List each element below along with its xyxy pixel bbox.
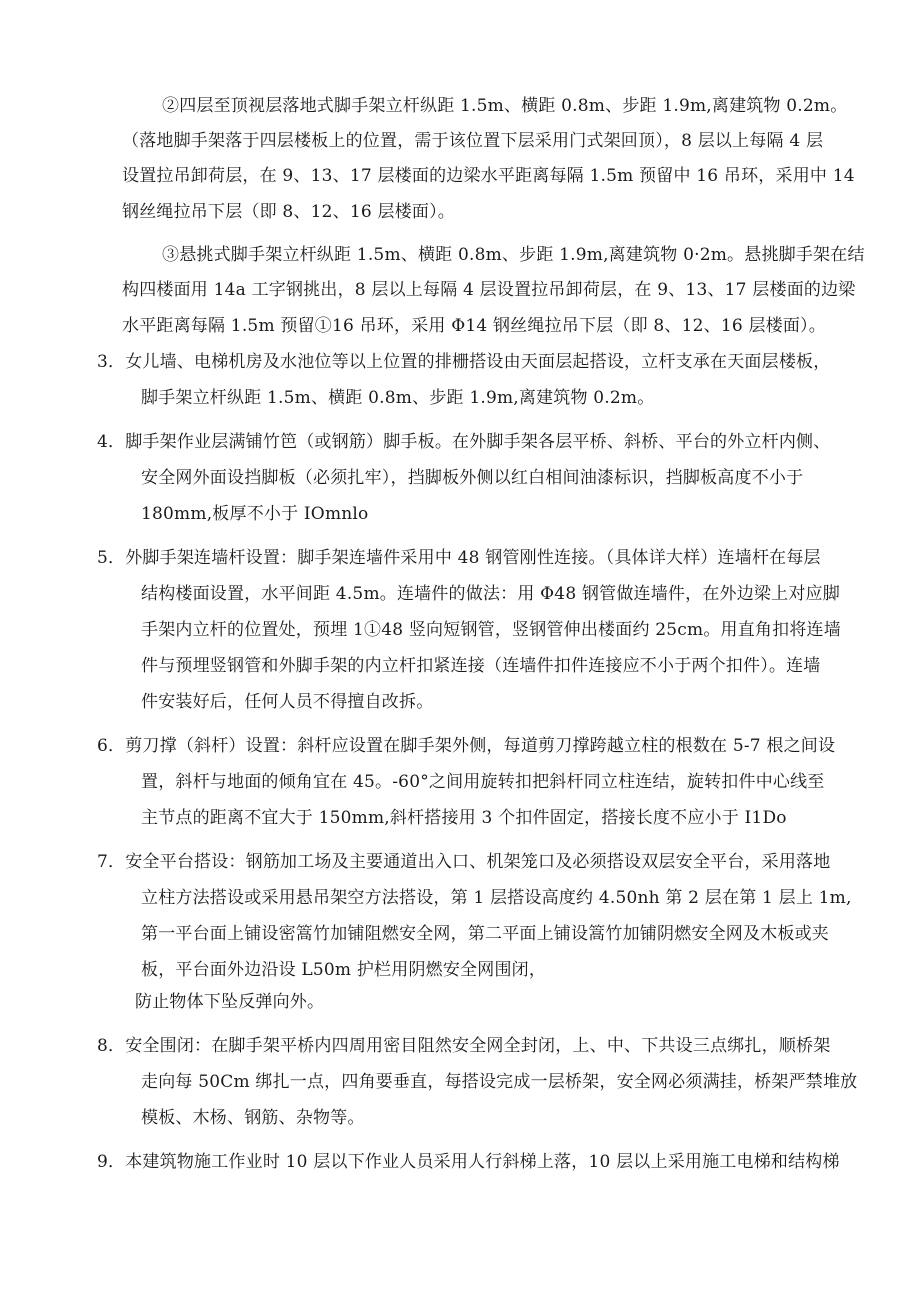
item-5-line-3: 手架内立杆的位置处，预埋 1①48 竖向短钢管，竖钢管伸出楼面约 25cm。用直角扣将连墙 <box>141 620 841 640</box>
item-4-line-3: 180mm,板厚不小于 IOmnlo <box>141 504 369 524</box>
item-9-line-1: 9．本建筑物施工作业时 10 层以下作业人员采用人行斜梯上落，10 层以上采用施工电梯和结构梯 <box>97 1152 840 1172</box>
item-7-line-2: 立柱方法搭设或采用悬吊架空方法搭设，第 1 层搭设高度约 4.50nh 第 2 层在第 1 层上 1m, <box>141 888 852 908</box>
item-3-line-2: 脚手架立杆纵距 1.5m、横距 0.8m、步距 1.9m,离建筑物 0.2m。 <box>141 388 655 408</box>
para-line-6: 构四楼面用 14a 工字钢挑出，8 层以上每隔 4 层设置拉吊卸荷层，在 9、13、17 层楼面的边梁 <box>122 280 856 300</box>
para-line-5: ③悬挑式脚手架立杆纵距 1.5m、横距 0.8m、步距 1.9m,离建筑物 0·2m。悬挑脚手架在结 <box>162 245 865 265</box>
item-8-line-2: 走向每 50Cm 绑扎一点，四角要垂直，每搭设完成一层桥架，安全网必须满挂，桥架严禁堆放 <box>141 1072 858 1092</box>
item-4-line-1: 4．脚手架作业层满铺竹笆（或钢筋）脚手板。在外脚手架各层平桥、斜桥、平台的外立杆内侧、 <box>97 432 831 452</box>
item-3-line-1: 3．女儿墙、电梯机房及水池位等以上位置的排栅搭设由天面层起搭设，立杆支承在天面层楼板， <box>97 352 831 372</box>
item-5-line-1: 5．外脚手架连墙杆设置：脚手架连墙件采用中 48 钢管刚性连接。（具体详大样）连墙杆在每层 <box>97 548 821 568</box>
item-6-line-1: 6．剪刀撑（斜杆）设置：斜杆应设置在脚手架外侧，每道剪刀撑跨越立柱的根数在 5-7 根之间设 <box>97 736 836 756</box>
item-5-line-2: 结构楼面设置，水平间距 4.5m。连墙件的做法：用 Φ48 钢管做连墙件，在外边梁上对应脚 <box>141 584 840 604</box>
para-line-1: ②四层至顶视层落地式脚手架立杆纵距 1.5m、横距 0.8m、步距 1.9m,离建筑物 0.2m。 <box>162 96 848 116</box>
item-5-line-4: 件与预埋竖钢管和外脚手架的内立杆扣紧连接（连墙件扣件连接应不小于两个扣件）。连墙 <box>141 656 821 676</box>
item-6-line-2: 置，斜杆与地面的倾角宜在 45。-60°之间用旋转扣把斜杆同立柱连结，旋转扣件中心线至 <box>141 772 825 792</box>
item-7-line-1: 7．安全平台搭设：钢筋加工场及主要通道出入口、机架笼口及必须搭设双层安全平台，采用落地 <box>97 852 831 872</box>
item-8-line-1: 8．安全围闭：在脚手架平桥内四周用密目阻然安全网全封闭，上、中、下共设三点绑扎，顺桥架 <box>97 1036 831 1056</box>
para-line-3: 设置拉吊卸荷层，在 9、13、17 层楼面的边梁水平距离每隔 1.5m 预留中 16 吊环，采用中 14 <box>122 166 855 186</box>
item-7-line-3: 第一平台面上铺设密篙竹加铺阻燃安全网，第二平面上铺设篙竹加铺阴燃安全网及木板或夹 <box>141 924 829 944</box>
para-line-4: 钢丝绳拉吊下层（即 8、12、16 层楼面）。 <box>122 202 455 222</box>
para-line-2: （落地脚手架落于四层楼板上的位置，需于该位置下层采用门式架回顶），8 层以上每隔 4 层 <box>122 131 824 151</box>
para-line-7: 水平距离每隔 1.5m 预留①16 吊环，采用 Φ14 钢丝绳拉吊下层（即 8、12、16 层楼面）。 <box>122 316 826 336</box>
item-4-line-2: 安全网外面设挡脚板（必须扎牢），挡脚板外侧以红白相间油漆标识，挡脚板高度不小于 <box>141 468 804 488</box>
item-5-line-5: 件安装好后，任何人员不得擅自改拆。 <box>141 692 434 712</box>
item-6-line-3: 主节点的距离不宜大于 150mm,斜杆搭接用 3 个扣件固定，搭接长度不应小于 I1Do <box>141 808 787 828</box>
item-8-line-3: 模板、木杨、钢筋、杂物等。 <box>141 1108 365 1128</box>
item-7-line-5: 防止物体下坠反弹向外。 <box>135 992 325 1012</box>
item-7-line-4: 板，平台面外边沿设 L50m 护栏用阴燃安全网围闭， <box>141 960 547 980</box>
